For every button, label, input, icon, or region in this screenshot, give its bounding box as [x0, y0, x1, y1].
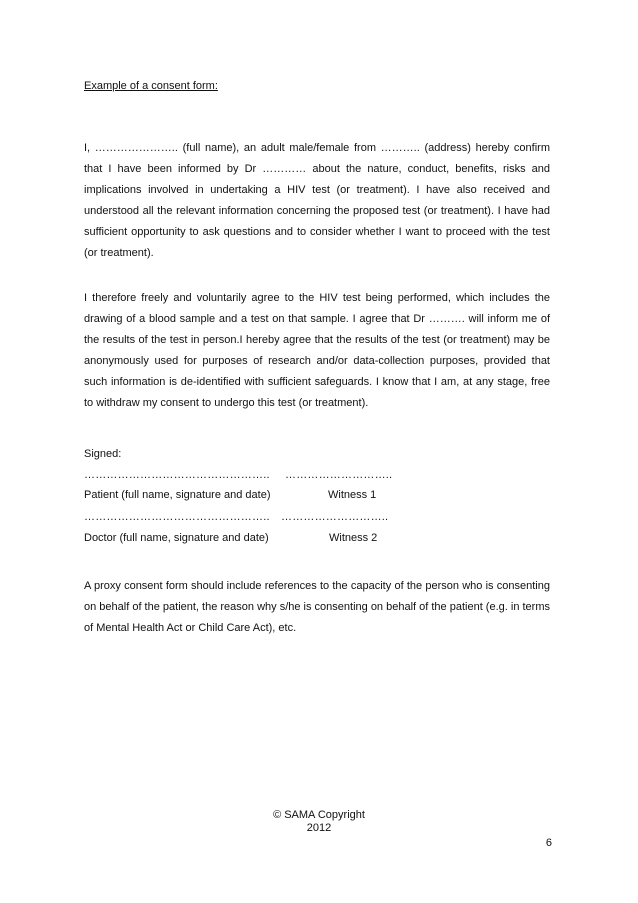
consent-paragraph-1: I, ………………….. (full name), an adult male/female from ……….. (address) hereby confirm that I have been informed by Dr ………… about the nature, conduct, benefits, risks and implications involved in undertaking a HIV test (or treatment). I have also received and understood all the relevant information concerning the proposed test (or treatment). I have had sufficient opportunity to ask questions and to consider whether I want to proceed with the test (or treatment).: [84, 142, 550, 259]
witness1-signature-line: ………………………..: [285, 469, 393, 481]
document-heading: Example of a consent form:: [84, 80, 218, 92]
witness1-label: Witness 1: [328, 489, 377, 501]
consent-paragraph-2: I therefore freely and voluntarily agree to the HIV test being performed, which includes the drawing of a blood sample and a test on that sample. I agree that Dr ………. will inform me of the results of the test in person.I hereby agree that the results of the test (or treatment) may be anonymously used for purposes of research and/or data-collection purposes, provided that such information is de-identified with sufficient safeguards. I know that I am, at any stage, free to withdraw my consent to undergo this test (or treatment).: [84, 292, 550, 409]
page-number: 6: [545, 837, 552, 849]
witness2-label: Witness 2: [329, 532, 378, 544]
footer-copyright: [0, 809, 638, 835]
patient-signature-line: …………………………………………..: [84, 469, 270, 481]
proxy-consent-paragraph: A proxy consent form should include references to the capacity of the person who is consenting on behalf of the patient, the reason why s/he is consenting on behalf of the patient (e.g. in terms of Mental Health Act or Child Care Act), etc.: [84, 580, 550, 634]
copyright-line-1: © SAMA Copyright: [273, 809, 365, 821]
patient-label: Patient (full name, signature and date): [84, 489, 271, 501]
doctor-label: Doctor (full name, signature and date): [84, 532, 269, 544]
doctor-signature-line: …………………………………………..: [84, 511, 270, 523]
witness2-signature-line: ………………………..: [281, 511, 389, 523]
signed-label: Signed:: [84, 448, 122, 460]
copyright-line-2: 2012: [306, 822, 332, 834]
